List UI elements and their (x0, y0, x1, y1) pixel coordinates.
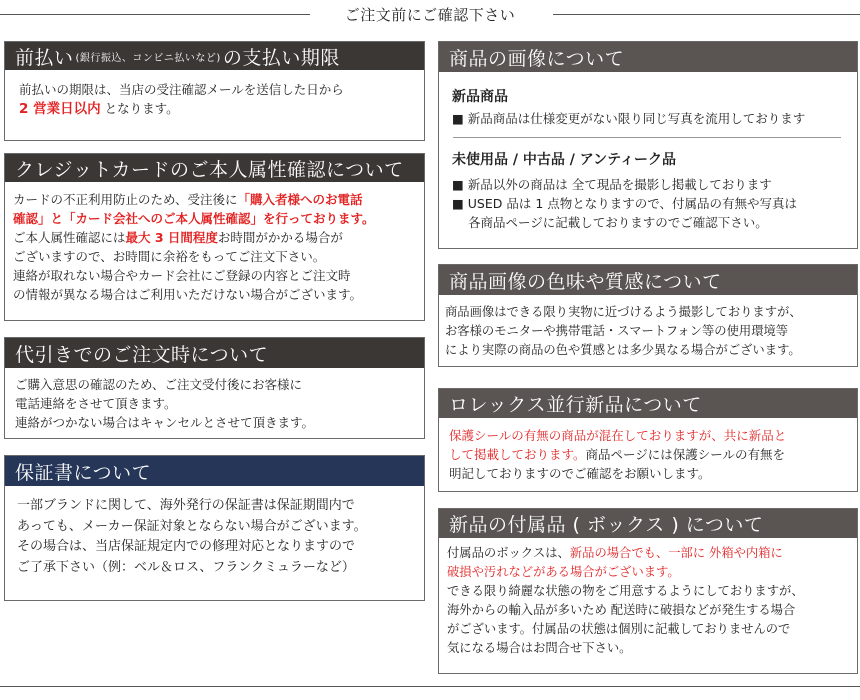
credit-card-body (13, 190, 375, 304)
accessories-section (438, 508, 858, 674)
text-span: 付属品のボックスは、 (447, 546, 570, 560)
credit-card-section (4, 153, 425, 321)
header-rest-text: の支払い期限 (222, 46, 340, 69)
text-line: 明記しておりますのでご確認をお願いします。 (449, 466, 711, 481)
text-line: の情報が異なる場合はご利用いただけない場合がございます。 (13, 287, 363, 302)
warranty-section (4, 455, 425, 601)
text-line: 海外からの輸入品が多いため 配送時に破損などが発生する場合 (447, 603, 796, 617)
color-texture-body (445, 303, 802, 360)
red-text: 確認」と「カード会社へのご本人属性確認」を行っております。 (13, 211, 375, 226)
used-items-heading: 未使用品 / 中古品 / アンティーク品 (452, 152, 677, 168)
text-line: 商品画像はできる限り実物に近づけるよう撮影しておりますが、 (445, 305, 802, 319)
text-line: 前払いの期限は、当店の受注確認メールを送信した日から (19, 82, 344, 97)
payment-deadline-body (19, 80, 344, 119)
payment-deadline-section (4, 41, 425, 141)
rolex-section (438, 388, 858, 492)
header-text: クレジットカードのご本人属性確認について (15, 158, 404, 181)
product-images-header (439, 42, 857, 72)
text-line: ございますので、お時間に余裕をもってご注文下さい。 (13, 249, 326, 264)
deadline-highlight: 2 営業日以内 (19, 101, 101, 117)
text-line (13, 190, 375, 209)
credit-card-header (5, 154, 424, 182)
red-text: して掲載しております。 (449, 447, 586, 462)
text-line: その場合は、当店保証規定内での修理対応となりますので (17, 539, 356, 554)
product-images-section (438, 41, 858, 249)
text-line: 連絡が取れない場合やカード会社にご登録の内容とご注文時 (13, 268, 351, 283)
red-text: 新品の場合でも、一部に 外箱や内箱に (569, 546, 783, 560)
new-items-heading: 新品商品 (452, 89, 508, 105)
warranty-body (17, 496, 367, 578)
bottom-rule (0, 686, 860, 687)
text-line: ■ USED 品は 1 点物となりますので、付属品の有無や写真は (452, 196, 798, 211)
text-line: 連絡がつかない場合はキャンセルとさせて頂きます。 (15, 415, 315, 430)
text-line: あっても、メーカー保証対象とならない場合がございます。 (17, 518, 367, 534)
accessories-body (447, 544, 804, 658)
text-line (449, 445, 786, 464)
header-text: 商品画像の色味や質感について (449, 270, 722, 293)
cod-header (5, 338, 424, 368)
accessories-header (439, 509, 857, 538)
text-line (13, 228, 375, 247)
text-line: がございます。付属品の状態は個別に記載しておりませんので (447, 622, 791, 636)
text-line (447, 544, 804, 563)
color-texture-section (438, 264, 858, 367)
rolex-header (439, 389, 857, 418)
cod-body (15, 375, 314, 432)
text-span: カードの不正利用防止のため、受注後に (13, 192, 238, 207)
red-text: 最大 3 日間程度 (125, 230, 218, 245)
header-small-text: (銀行振込、コンビニ払いなど) (75, 52, 221, 64)
red-text: 破損や汚れなどがある場合がございます。 (447, 565, 680, 579)
text-line: により実際の商品の色や質感とは多少異なる場合がございます。 (445, 343, 801, 357)
text-line (19, 99, 344, 119)
red-text: 「購入者様へのお電話 (237, 192, 363, 207)
color-texture-header (439, 265, 857, 295)
page-title: ご注文前にご確認下さい (0, 4, 860, 25)
header-text: 商品の画像について (449, 47, 625, 70)
text-line: 一部ブランドに関して、海外発行の保証書は保証期間内で (17, 498, 355, 513)
divider (453, 137, 841, 138)
cod-section (4, 337, 425, 439)
header-text: 前払い (15, 46, 74, 69)
header-text: ロレックス並行新品について (449, 394, 702, 416)
text-span: ご本人属性確認には (13, 230, 126, 245)
text-line: ご了承下さい（例：ベル＆ロス、フランクミュラーなど） (17, 559, 355, 575)
text-span: となります。 (100, 101, 179, 116)
red-text: 保護シールの有無の商品が混在しておりますが、共に新品と (449, 428, 787, 443)
header-text: 代引きでのご注文時について (15, 343, 269, 366)
text-span: お時間がかかる場合が (217, 230, 343, 245)
text-line: ■ 新品以外の商品は 全て現品を撮影し掲載しております (452, 177, 772, 192)
text-line: 電話連絡をさせて頂きます。 (15, 396, 177, 411)
text-line: ご購入意思の確認のため、ご注文受付後にお客様に (15, 377, 303, 392)
payment-deadline-header (5, 42, 424, 70)
text-line: お客様のモニターや携帯電話・スマートフォン等の使用環境等 (445, 324, 789, 338)
text-line: 各商品ページに記載しておりますのでご確認下さい。 (468, 215, 768, 230)
text-span: 商品ページには保護シールの有無を (585, 447, 786, 462)
text-line: ■ 新品商品は仕様変更がない限り同じ写真を流用しております (452, 111, 806, 126)
used-items-body (452, 175, 797, 232)
warranty-header (5, 456, 424, 486)
rolex-body (449, 426, 786, 483)
header-text: 新品の付属品 ( ボックス ) について (449, 514, 764, 536)
text-line: できる限り綺麗な状態の物をご用意するようにしておりますが、 (447, 584, 804, 598)
header-text: 保証書について (15, 461, 152, 484)
text-line: 気になる場合はお問合せ下さい。 (447, 641, 632, 655)
